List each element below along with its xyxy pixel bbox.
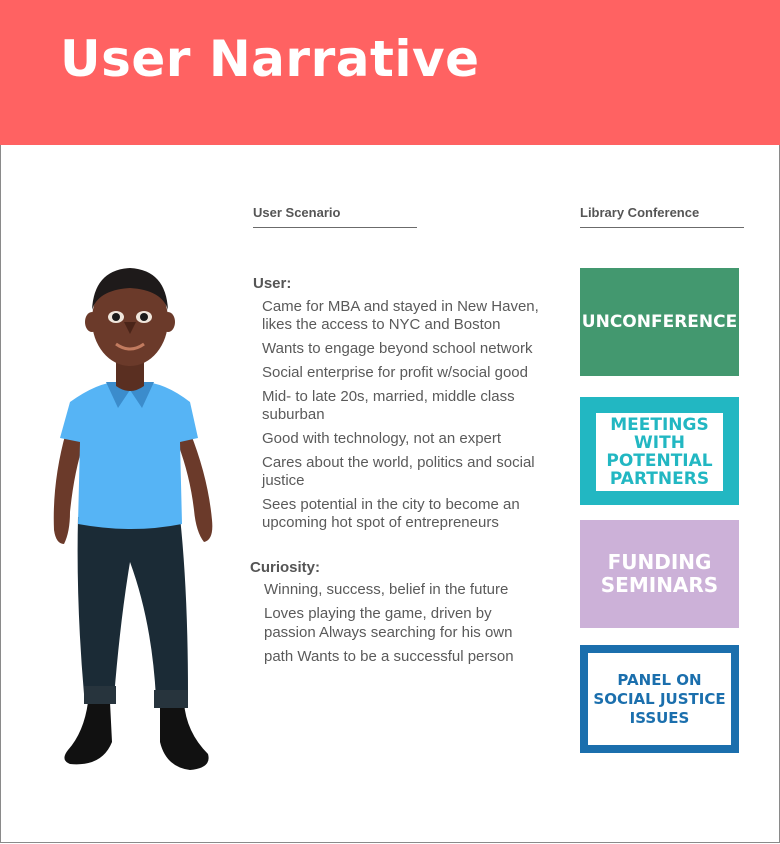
header-banner — [0, 0, 780, 145]
card-label: PANEL ON SOCIAL JUSTICE ISSUES — [593, 670, 726, 727]
user-list — [262, 298, 562, 538]
user-label: User: — [253, 275, 292, 292]
meetings-card — [580, 397, 739, 505]
card-label: MEETINGS WITH POTENTIAL PARTNERS — [606, 415, 713, 489]
person-illustration-icon — [40, 262, 230, 782]
card-inner — [596, 413, 723, 491]
list-item: Mid- to late 20s, married, middle class suburban — [262, 388, 515, 423]
curiosity-list — [264, 580, 544, 671]
card-label: FUNDING SEMINARS — [600, 550, 719, 597]
list-item: path Wants to be a successful person — [264, 648, 514, 665]
list-item: Winning, success, belief in the future — [264, 581, 509, 598]
card-inner — [588, 653, 731, 745]
panel-card — [580, 645, 739, 753]
page-title: User Narrative — [60, 30, 480, 88]
library-conference-heading: Library Conference — [580, 205, 744, 228]
curiosity-label: Curiosity: — [250, 559, 321, 576]
list-item: Social enterprise for profit w/social good — [262, 364, 528, 381]
funding-seminars-card — [580, 520, 739, 628]
card-label: UNCONFERENCE — [581, 312, 738, 332]
list-item: Good with technology, not an expert — [262, 430, 502, 447]
list-item: Came for MBA and stayed in New Haven, likes the access to NYC and Boston — [262, 298, 539, 333]
list-item: Sees potential in the city to become an upcoming hot spot of entrepreneurs — [262, 496, 520, 531]
list-item: Wants to engage beyond school network — [262, 340, 533, 357]
list-item: Loves playing the game, driven by passion Always searching for his own — [264, 605, 513, 641]
user-scenario-heading: User Scenario — [253, 205, 417, 228]
unconference-card — [580, 268, 739, 376]
list-item: Cares about the world, politics and social justice — [262, 454, 535, 489]
